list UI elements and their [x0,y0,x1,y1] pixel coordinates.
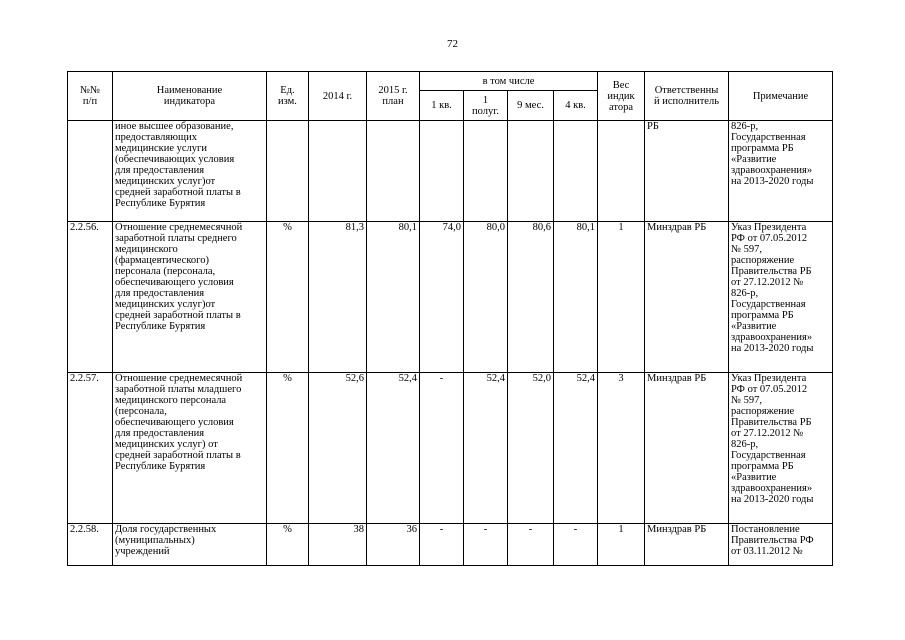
cell-q4: 80,1 [554,222,598,373]
cell-responsible: РБ [645,121,729,222]
cell-note: Постановление Правительства РФ от 03.11.2012 № [729,524,833,566]
table-row [68,121,833,222]
header-note: Примечание [729,72,833,121]
page-number: 72 [447,38,458,50]
cell-weight [598,121,645,222]
header-h1: 1 полуг. [464,91,508,121]
cell-responsible: Минздрав РБ [645,373,729,524]
cell-2015: 80,1 [367,222,420,373]
header-num: №№ п/п [68,72,113,121]
cell-2015: 52,4 [367,373,420,524]
cell-unit: % [267,524,309,566]
header-including: в том числе [420,72,598,91]
cell-h1: 80,0 [464,222,508,373]
cell-weight: 1 [598,524,645,566]
cell-2014: 81,3 [309,222,367,373]
table-row [68,373,833,524]
cell-q1: 74,0 [420,222,464,373]
cell-unit: % [267,373,309,524]
cell-name: Отношение среднемесячной заработной платы среднего медицинского (фармацевтического) персонала (персонала, обеспечивающего условия для предоставления медицинских услуг)от средней заработной платы в Республике Бурятия [113,222,267,373]
cell-num [68,121,113,222]
header-2014: 2014 г. [309,72,367,121]
cell-9m: 80,6 [508,222,554,373]
cell-q4: - [554,524,598,566]
cell-weight: 3 [598,373,645,524]
cell-name: иное высшее образование, предоставляющих медицинские услуги (обеспечивающих условия для предоставления медицинских услуг)от средней заработной платы в Республике Бурятия [113,121,267,222]
cell-2014: 52,6 [309,373,367,524]
cell-2015 [367,121,420,222]
cell-num: 2.2.56. [68,222,113,373]
cell-responsible: Минздрав РБ [645,222,729,373]
header-q4: 4 кв. [554,91,598,121]
cell-h1: - [464,524,508,566]
cell-note: 826-р, Государственная программа РБ «Развитие здравоохранения» на 2013-2020 годы [729,121,833,222]
cell-q1 [420,121,464,222]
cell-9m: - [508,524,554,566]
header-row-top [68,72,833,91]
header-unit: Ед. изм. [267,72,309,121]
cell-num: 2.2.58. [68,524,113,566]
cell-unit [267,121,309,222]
cell-h1: 52,4 [464,373,508,524]
cell-q1: - [420,373,464,524]
header-name: Наименование индикатора [113,72,267,121]
cell-name: Доля государственных (муниципальных) учреждений [113,524,267,566]
cell-weight: 1 [598,222,645,373]
cell-h1 [464,121,508,222]
header-responsible: Ответственны й исполнитель [645,72,729,121]
cell-note: Указ Президента РФ от 07.05.2012 № 597, распоряжение Правительства РБ от 27.12.2012 № 826-р, Государственная программа РБ «Развитие здравоохранения» на 2013-2020 годы [729,373,833,524]
header-2015: 2015 г. план [367,72,420,121]
cell-num: 2.2.57. [68,373,113,524]
cell-2014: 38 [309,524,367,566]
cell-unit: % [267,222,309,373]
cell-q4: 52,4 [554,373,598,524]
header-weight: Вес индик атора [598,72,645,121]
table-row [68,222,833,373]
header-q1: 1 кв. [420,91,464,121]
cell-q4 [554,121,598,222]
cell-2014 [309,121,367,222]
table-row [68,524,833,566]
header-9m: 9 мес. [508,91,554,121]
cell-name: Отношение среднемесячной заработной платы младшего медицинского персонала (персонала, обеспечивающего условия для предоставления медицинских услуг) от средней заработной платы в Республике Бурятия [113,373,267,524]
cell-9m: 52,0 [508,373,554,524]
cell-q1: - [420,524,464,566]
cell-2015: 36 [367,524,420,566]
cell-9m [508,121,554,222]
cell-note: Указ Президента РФ от 07.05.2012 № 597, распоряжение Правительства РБ от 27.12.2012 № 826-р, Государственная программа РБ «Развитие здравоохранения» на 2013-2020 годы [729,222,833,373]
indicators-table [67,71,833,566]
cell-responsible: Минздрав РБ [645,524,729,566]
